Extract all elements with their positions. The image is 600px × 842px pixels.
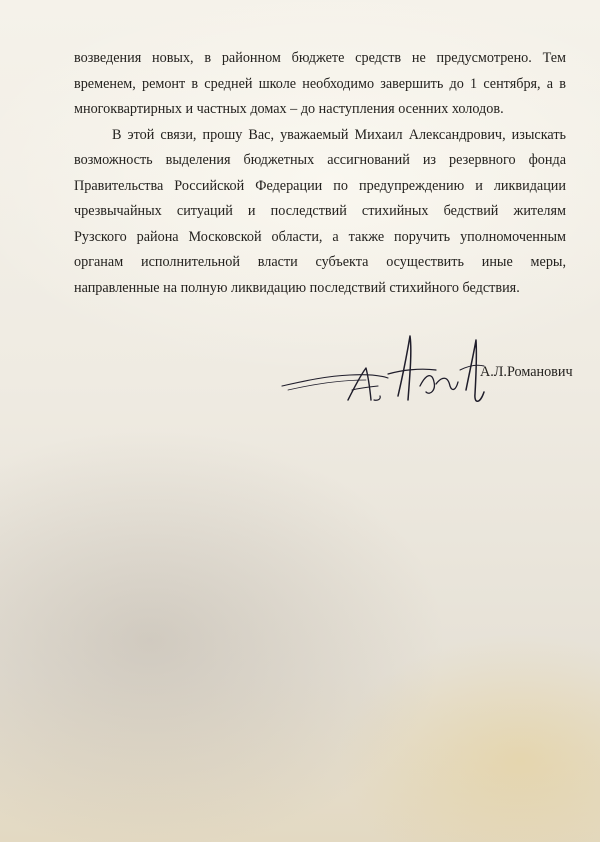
text-line: временем, ремонт в средней школе необходимо завершить до 1 сентября, а в [74, 75, 566, 92]
letter-body [74, 46, 566, 301]
paragraph-request [74, 123, 566, 302]
text-line: многоквартирных и частных домах – до наступления осенних холодов. [74, 101, 504, 117]
text-line: органам исполнительной власти субъекта осуществить иные меры, [74, 254, 566, 270]
text-line: чрезвычайных ситуаций и последствий стихийных бедствий жителям [74, 203, 566, 219]
paragraph-continuation [74, 46, 566, 123]
text-line: направленные на полную ликвидацию последствий стихийного бедствия. [74, 279, 520, 296]
text-line: В этой связи, прошу Вас, уважаемый Михаил Александрович, изыскать [112, 126, 566, 143]
text-line: возведения новых, в районном бюджете средств не предусмотрено. Тем [74, 50, 566, 66]
text-line: возможность выделения бюджетных ассигнований из резервного фонда [74, 152, 566, 168]
signer-name: А.Л.Романович [480, 364, 573, 380]
signature-block [270, 330, 590, 430]
text-line: Правительства Российской Федерации по предупреждению и ликвидации [74, 177, 566, 194]
text-line: Рузского района Московской области, а также поручить уполномоченным [74, 228, 566, 245]
